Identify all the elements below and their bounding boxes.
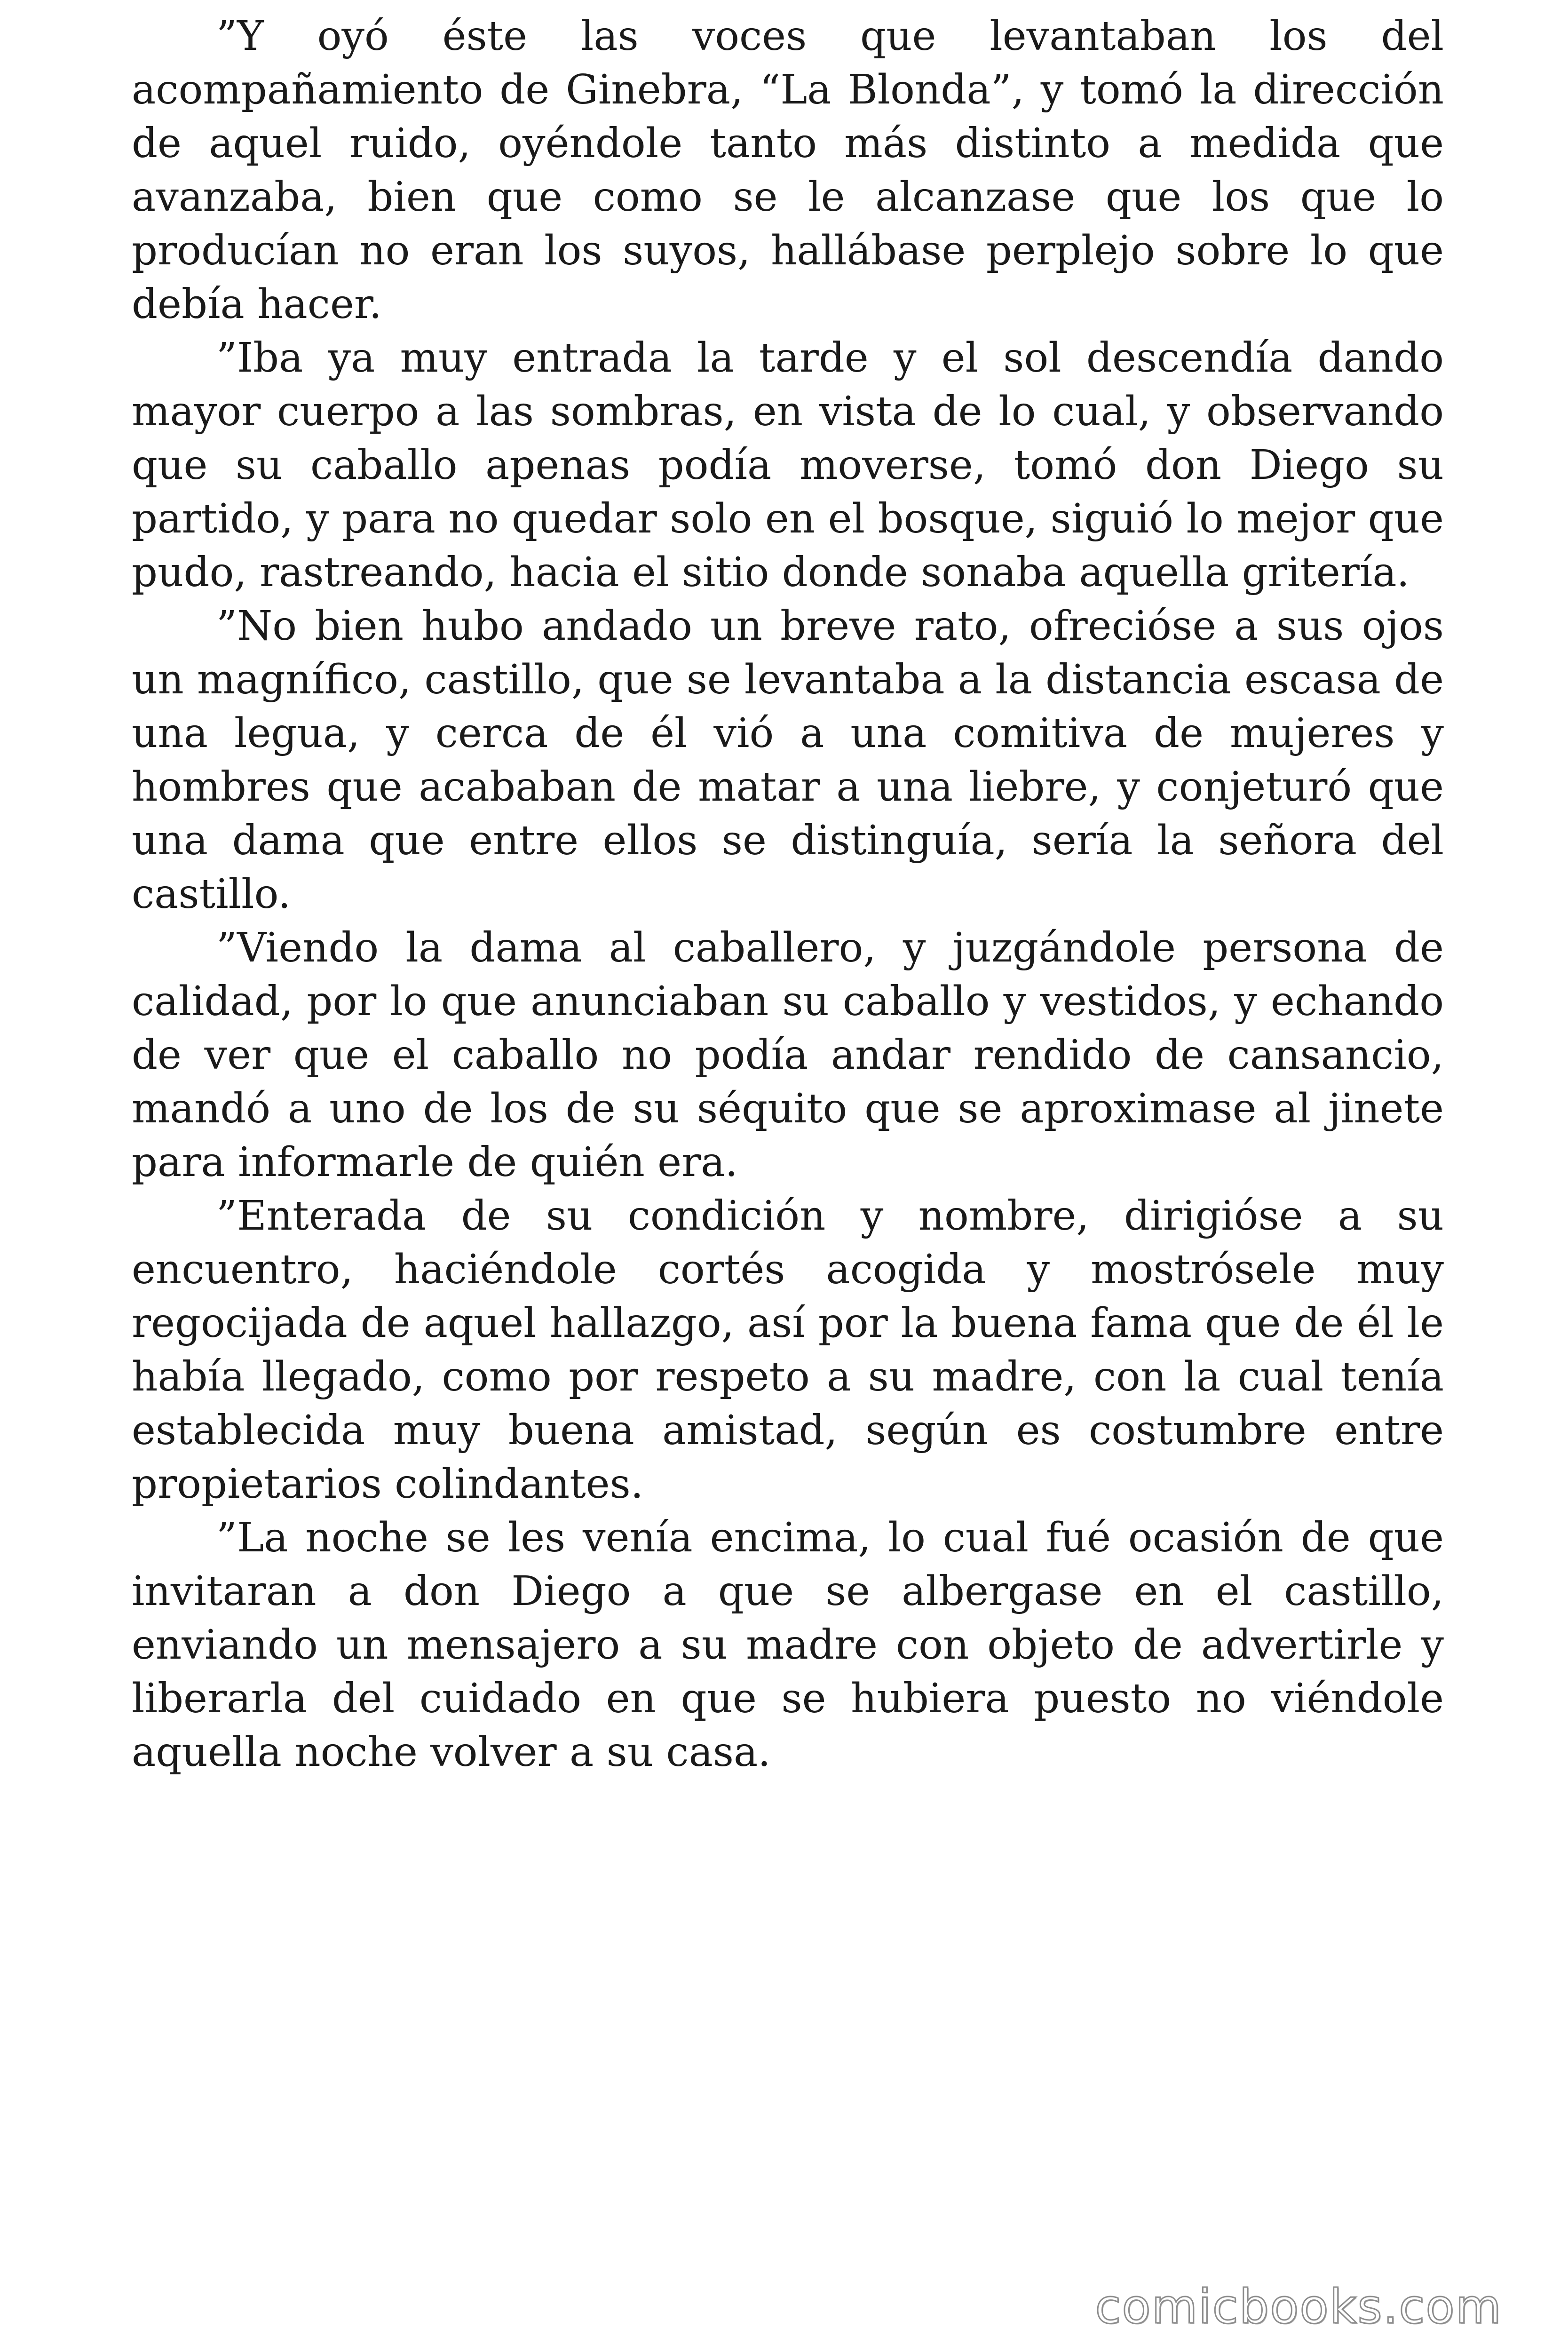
paragraph: ”Viendo la dama al caballero, y juzgándole persona de calidad, por lo que anunciaban su caballo y vestidos, y echando de ver que el caballo no podía andar rendido de cansancio, mandó a uno de los de su séquito que se aproximase al jinete para informarle de quién era. [132,924,1444,1186]
paragraph: ”Y oyó éste las voces que levantaban los del acompañamiento de Ginebra, “La Blonda”, y tomó la dirección de aquel ruido, oyéndole tanto más distinto a medida que avanzaba, bien que como se le alcanzase que los que lo producían no eran los suyos, hallábase perplejo sobre lo que debía hacer. [132,13,1444,328]
watermark: comicbooks.com [1095,2279,1502,2334]
paragraph: ”Enterada de su condición y nombre, dirigióse a su encuentro, haciéndole cortés acogida y mostrósele muy regocijada de aquel hallazgo, así por la buena fama que de él le había llegado, como por respeto a su madre, con la cual tenía establecida muy buena amistad, según es costumbre entre propietarios colindantes. [132,1192,1444,1508]
paragraph: ”La noche se les venía encima, lo cual fué ocasión de que invitaran a don Diego a que se albergase en el castillo, enviando un mensajero a su madre con objeto de advertirle y liberarla del cuidado en que se hubiera puesto no viéndole aquella noche volver a su casa. [132,1514,1444,1776]
paragraph: ”No bien hubo andado un breve rato, ofrecióse a sus ojos un magnífico, castillo, que se levantaba a la distancia escasa de una legua, y cerca de él vió a una comitiva de mujeres y hombres que acababan de matar a una liebre, y conjeturó que una dama que entre ellos se distinguía, sería la señora del castillo. [132,603,1444,918]
body-text [132,9,1444,1779]
paragraph: ”Iba ya muy entrada la tarde y el sol descendía dando mayor cuerpo a las sombras, en vista de lo cual, y observando que su caballo apenas podía moverse, tomó don Diego su partido, y para no quedar solo en el bosque, siguió lo mejor que pudo, rastreando, hacia el sitio donde sonaba aquella gritería. [132,334,1444,596]
